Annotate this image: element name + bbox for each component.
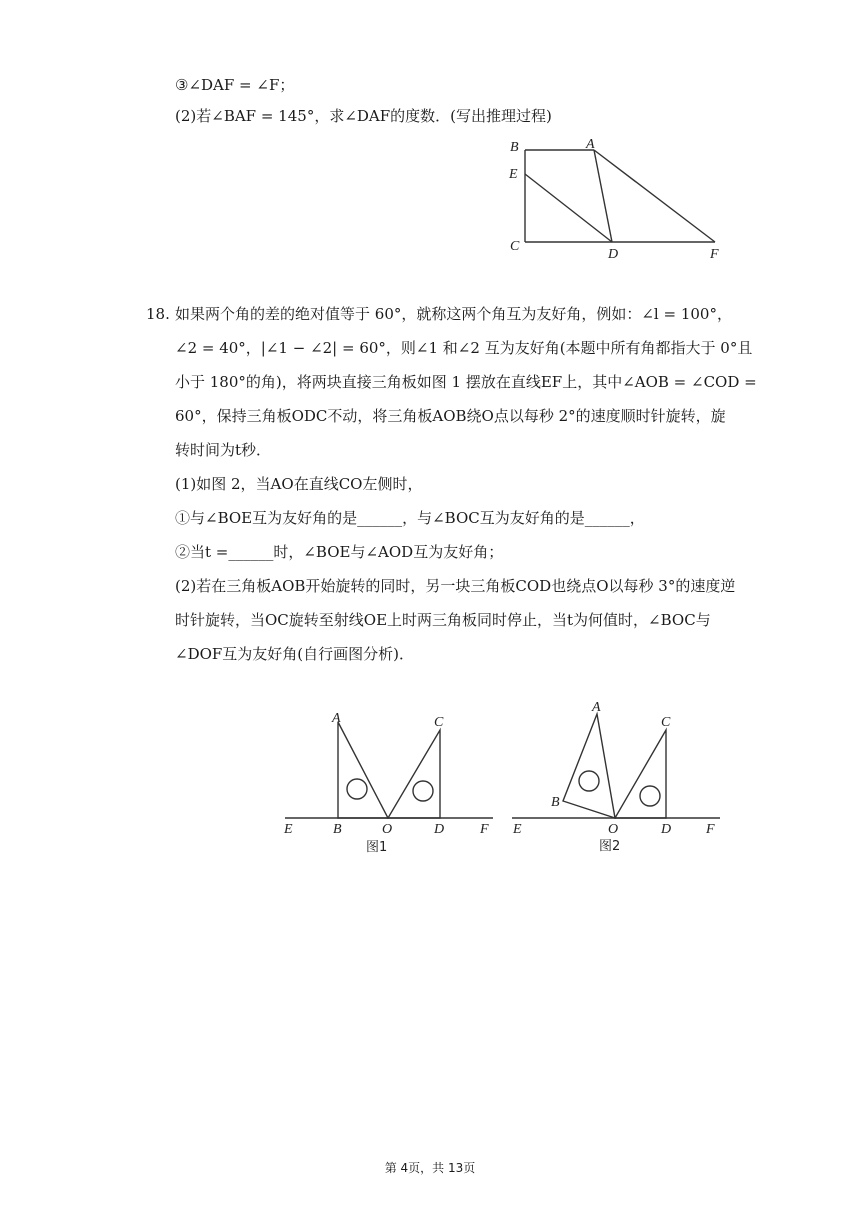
fig2-label-a: A xyxy=(592,700,601,715)
q17-label-d: D xyxy=(608,247,619,262)
q18-line-1: 如果两个角的差的绝对值等于 60°，就称这两个角互为友好角，例如：∠l = 100°， xyxy=(175,305,732,323)
q18-part-1: (1)如图 2，当AO在直线CO左侧时， xyxy=(175,475,423,493)
q18-line-3: 小于 180°的角)，将两块直接三角板如图 1 摆放在直线EF上，其中∠AOB = ∠COD = xyxy=(175,373,757,391)
fig1-label-e: E xyxy=(284,822,293,837)
q18-line-5: 转时间为t秒． xyxy=(175,441,272,459)
q18-part-2-line-3: ∠DOF互为友好角(自行画图分析)． xyxy=(175,645,415,663)
fig2-caption: 图2 xyxy=(599,839,621,854)
q17-label-a: A xyxy=(586,137,595,152)
q18-figure-1 xyxy=(285,722,493,818)
q17-label-e: E xyxy=(509,167,518,182)
fig1-label-d: D xyxy=(434,822,445,837)
q18-line-2: ∠2 = 40°，|∠1 − ∠2| = 60°，则∠1 和∠2 互为友好角(本题中所有角都指大于 0°且 xyxy=(175,339,753,357)
fig1-label-b: B xyxy=(333,822,342,837)
q17-label-f: F xyxy=(710,247,719,262)
q18-line-4: 60°，保持三角板ODC不动，将三角板AOB绕O点以每秒 2°的速度顺时针旋转，旋 xyxy=(175,407,726,425)
fig1-label-f: F xyxy=(480,822,489,837)
q18-part-2-line-1: (2)若在三角板AOB开始旋转的同时，另一块三角板COD也绕点O以每秒 3°的速度逆 xyxy=(175,577,736,595)
fig1-caption: 图1 xyxy=(366,840,388,855)
q18-figure-2 xyxy=(512,714,720,818)
q17-label-b: B xyxy=(510,140,519,155)
page-footer: 第 4页，共 13页 xyxy=(384,1161,476,1175)
fig2-label-d: D xyxy=(661,822,672,837)
fig2-label-f: F xyxy=(706,822,715,837)
fig2-label-b: B xyxy=(551,795,560,810)
q18-number: 18. xyxy=(146,305,170,323)
q18-part-1-item-2: ②当t =______时，∠BOE与∠AOD互为友好角； xyxy=(175,543,504,561)
fig2-label-o: O xyxy=(608,822,619,837)
fig1-label-a: A xyxy=(332,711,341,726)
fig1-label-o: O xyxy=(382,822,393,837)
q17-item-3: ③∠DAF = ∠F； xyxy=(175,76,295,94)
fig1-label-c: C xyxy=(434,715,444,730)
q17-part-2: (2)若∠BAF = 145°，求∠DAF的度数．(写出推理过程) xyxy=(175,107,552,125)
q18-part-1-item-1: ①与∠BOE互为友好角的是______，与∠BOC互为友好角的是______， xyxy=(175,509,645,527)
fig2-label-e: E xyxy=(513,822,522,837)
q17-label-c: C xyxy=(510,239,520,254)
fig2-label-c: C xyxy=(661,715,671,730)
q18-part-2-line-2: 时针旋转，当OC旋转至射线OE上时两三角板同时停止，当t为何值时，∠BOC与 xyxy=(175,611,711,629)
